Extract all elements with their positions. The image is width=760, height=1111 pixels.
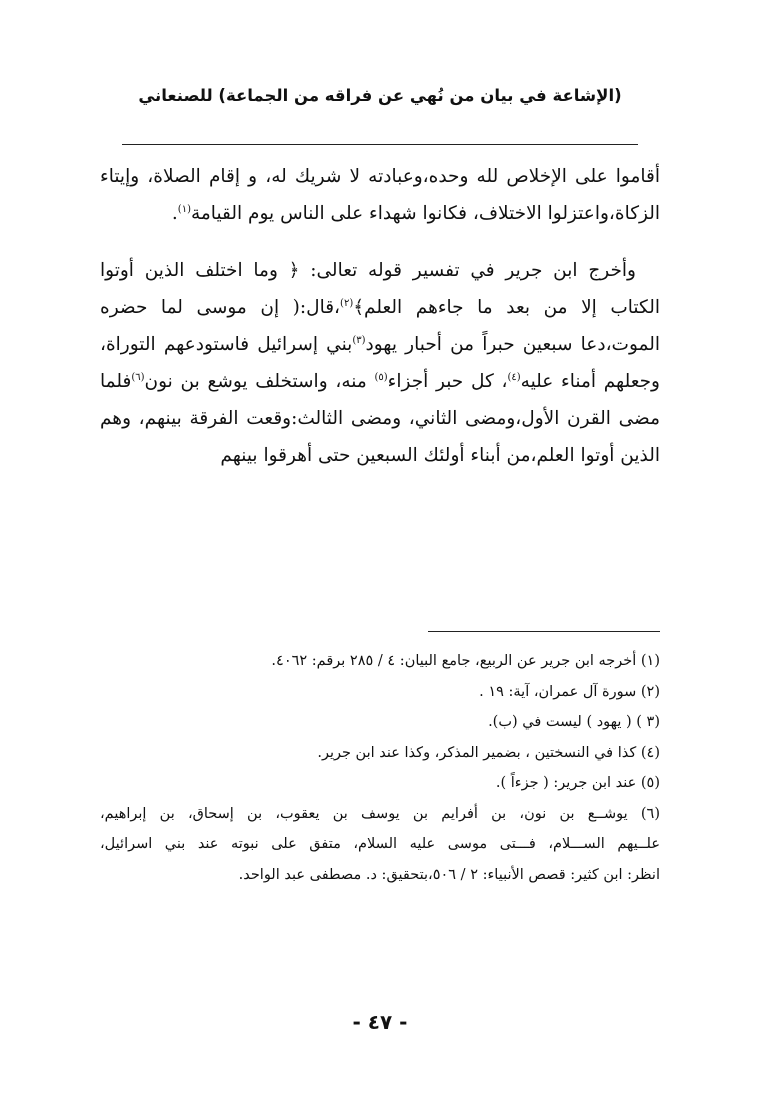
footnote-4: (٤) كذا في النسختين ، بضمير المذكر، وكذا عند ابن جرير.	[317, 744, 660, 761]
page-number: - ٤٧ -	[352, 1010, 408, 1034]
paragraph-2-seg-5: منه، واستخلف يوشع بن نون	[144, 371, 375, 392]
footnotes	[100, 646, 660, 890]
footnote-ref-4[interactable]: (٤)	[507, 371, 521, 383]
footnote-2: (٢) سورة آل عمران، آية: ١٩ .	[479, 683, 660, 700]
paragraph-1-end: .	[171, 203, 178, 224]
paragraph-2-seg-1: وأخرج ابن جرير في تفسير قوله تعالى: ﴿ وما اختلف الذين أوتوا الكتاب إلا من بعد ما جاءهم العلم﴾	[100, 260, 661, 318]
paragraph-1	[100, 158, 660, 232]
footnote-6-line-3: انظر: ابن كثير: قصص الأنبياء: ٢ / ٥٠٦،بتحقيق: د. مصطفى عبد الواحد.	[238, 866, 660, 883]
footnote-ref-3[interactable]: (٣)	[352, 334, 366, 346]
footnote-ref-6[interactable]: (٦)	[131, 371, 145, 383]
footnote-divider	[428, 631, 660, 632]
footnote-6-line-2: علــيهم الســـلام، فـــتى موسى عليه السلام، متفق على نبوته عند بني اسرائيل،	[100, 836, 660, 852]
footnote-3: (٣ ) ( يهود ) ليست في (ب).	[488, 714, 660, 730]
footnote-1: (١) أخرجه ابن جرير عن الربيع، جامع البيان: ٤ / ٢٨٥ برقم: ٤٠٦٢.	[271, 653, 660, 669]
paragraph-1-line-2: الزكاة،واعتزلوا الاختلاف، فكانوا شهداء على الناس يوم القيامة	[190, 203, 660, 224]
footnote-ref-5[interactable]: (٥)	[374, 371, 388, 383]
main-text	[100, 158, 660, 474]
footnote-ref-2[interactable]: (٢)	[340, 297, 354, 309]
footnote-ref-1[interactable]: (١)	[177, 203, 191, 215]
running-header: (الإشاعة في بيان من نُهي عن فراقه من الجماعة) للصنعاني	[138, 86, 622, 105]
paragraph-2-seg-6: فلما مضى القرن الأول،ومضى الثاني، ومضى الثالث:وقعت الفرقة بينهم، وهم الذين أوتوا العلم،من أبناء أولئك السبعين حتى أهرقوا بينهم	[100, 371, 660, 466]
footnote-5: (٥) عند ابن جرير: ( جزءاً ).	[495, 775, 660, 791]
paragraph-2-seg-4: ، كل حبر أجزاء	[387, 371, 508, 392]
footnote-6-line-1: (٦) يوشــع بن نون، بن أفرايم بن يوسف بن يعقوب، بن إسحاق، بن إبراهيم،	[100, 805, 660, 822]
paragraph-2-seg-2: ،قال:( إن موسى لما حضره الموت،دعا سبعين حبراً من أحبار يهود	[100, 297, 660, 355]
paragraph-1-line-1: أقاموا على الإخلاص لله وحده،وعبادته لا شريك له، و إقام الصلاة، وإيتاء	[100, 166, 660, 187]
paragraph-2-seg-3: بني إسرائيل فاستودعهم التوراة، وجعلهم أمناء عليه	[100, 334, 660, 392]
header-divider	[122, 144, 638, 145]
paragraph-2	[100, 252, 660, 474]
